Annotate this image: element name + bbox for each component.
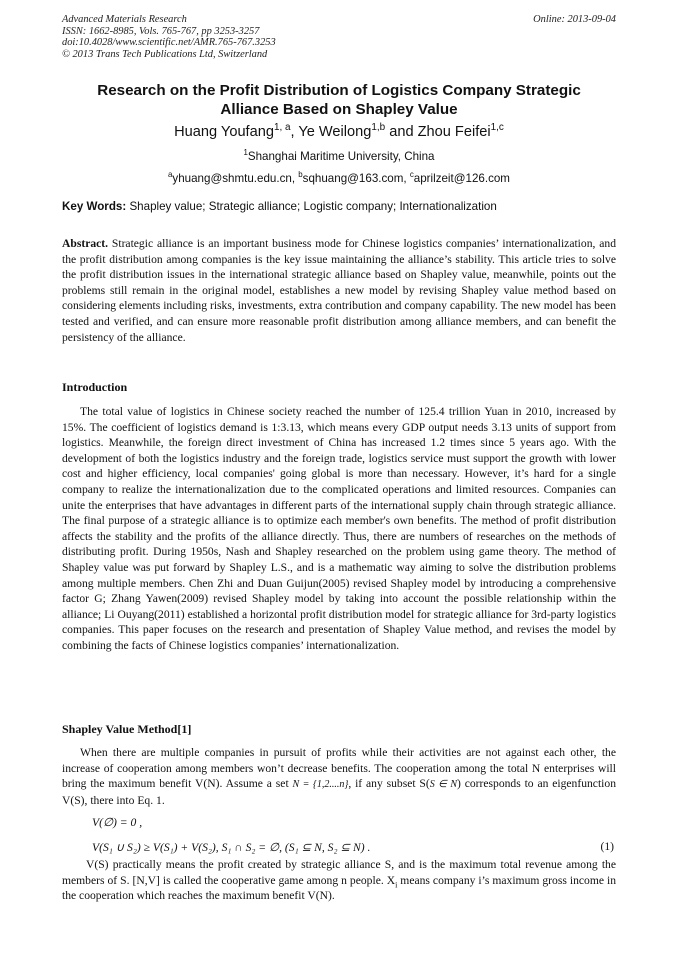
author-2: , Ye Weilong bbox=[290, 124, 372, 140]
author-3: and Zhou Feifei bbox=[385, 124, 491, 140]
title-line-1: Research on the Profit Distribution of Logistics Company Strategic bbox=[97, 82, 581, 99]
email-a: yhuang@shmtu.edu.cn, bbox=[172, 172, 299, 185]
journal-name: Advanced Materials Research bbox=[62, 14, 187, 25]
email-c-sup: c bbox=[409, 170, 414, 180]
online-date: Online: 2013-09-04 bbox=[533, 14, 616, 25]
shapley-paragraph bbox=[62, 745, 616, 808]
title-line-2: Alliance Based on Shapley Value bbox=[220, 100, 458, 118]
email-a-sup: a bbox=[168, 170, 173, 180]
affiliation-sup: 1 bbox=[243, 148, 248, 158]
cooperative-game-paragraph bbox=[62, 857, 616, 904]
author-3-sup: 1,c bbox=[490, 122, 504, 134]
email-b: sqhuang@163.com, bbox=[302, 172, 410, 185]
affiliation bbox=[62, 150, 616, 163]
affiliation-text: Shanghai Maritime University, China bbox=[247, 150, 435, 163]
shapley-text-3: ) corresponds to an eigenfunction V(S), there into Eq. 1. bbox=[62, 777, 616, 807]
shapley-heading: Shapley Value Method[1] bbox=[62, 722, 192, 736]
after-text-1: V(S) practically means the profit created by strategic alliance S, and is the maximum total revenue among the members of S. [N,V] is called the cooperative game among n people. X bbox=[62, 858, 616, 887]
keywords-text: Shapley value; Strategic alliance; Logistic company; Internationalization bbox=[126, 200, 497, 213]
doi-line: doi:10.4028/www.scientific.net/AMR.765-767.3253 bbox=[62, 37, 276, 49]
paper-title bbox=[62, 82, 616, 119]
introduction-heading: Introduction bbox=[62, 380, 128, 394]
subset-definition: S ∈ N bbox=[429, 779, 458, 791]
abstract-text: Strategic alliance is an important business mode for Chinese logistics companies’ internationalization, and the profit distribution among companies is the key issue maintaining the alliance’s stability. This article tries to solve the profit distribution issues in the international strategic alliance based on Shapley value, meanwhile, points out the problems still remain in the original model, establishes a new model by revising Shapley value method based on considering elements including risks, investments, extra contribution and company capability. The new model has been tested and verified, and can ensure more reasonable profit distribution among alliance members, and can benefit the persistency of the alliance. bbox=[62, 237, 616, 344]
abstract-label: Abstract. bbox=[62, 237, 109, 250]
equation-number: (1) bbox=[600, 840, 614, 853]
email-b-sup: b bbox=[298, 170, 303, 180]
email-c: aprilzeit@126.com bbox=[413, 172, 510, 185]
equation-empty-set: V(∅) = 0 , bbox=[92, 816, 143, 829]
journal-header bbox=[62, 14, 276, 60]
introduction-paragraph: The total value of logistics in Chinese society reached the number of 125.4 trillion Yuan in 2010, increased by 15%. The coefficient of logistics demand is 1:3.13, which means every GDP output needs 3.13 units of support from logistics. Meanwhile, the foreign direct investment of China has increased 1.2 times since 5 years ago. With the development of both the logistics industry and the foreign trade, logistics service must support the growth with lower cost and higher efficiency, local companies' going global is more than necessary. However, it’s hard for a single company to realize the internationalization due to the complicated operations and limited resources. Companies can unite the enterprises that have advantages in different parts of the international supply chain through strategic alliance. The final purpose of a strategic alliance is to optimize each member's own benefits. The method of profit distribution affects the stability and the profits of the alliance directly. Thus, there are numbers of researches on the methods of distributing profit. During 1950s, Nash and Shapley researched on the problem using game theory. The method of Shapley value was put forward by Shapley L.S., and is a mathematic way aiming to solve the distribution problems among multiple members. Chen Zhi and Duan Guijun(2005) revised Shapley model by introducing a comprehensive factor G; Zhang Yawen(2009) revised Shapley model by taking into account the possible relationship within the alliance; Li Ouyang(2011) established a horizontal profit distribution model for strategic alliance for 3rd-party logistics companies. This paper focuses on the research and presentation of Shapley Value method, and revises the model by combining the facts of Chinese logistics companies’ internationalization. bbox=[62, 405, 616, 652]
shapley-text-1: When there are multiple companies in pursuit of profits while their activities are not against each other, the increase of cooperation among members won’t decrease benefits. The cooperation among the total N enterprises will bring the maximum benefit V(N). Assume a set bbox=[62, 746, 616, 791]
author-2-sup: 1,b bbox=[371, 122, 386, 134]
shapley-text-2: , if any subset S( bbox=[348, 777, 430, 791]
keywords-label: Key Words: bbox=[62, 200, 127, 213]
after-text-2: means company i’s maximum gross income in the cooperation which reaches the maximum benefit V(N). bbox=[62, 873, 616, 903]
email-list bbox=[62, 172, 616, 185]
copyright-line: © 2013 Trans Tech Publications Ltd, Switzerland bbox=[62, 48, 268, 60]
set-definition: N = {1,2....n} bbox=[292, 779, 349, 791]
author-list bbox=[62, 124, 616, 140]
x-subscript: i bbox=[395, 879, 398, 889]
abstract bbox=[62, 236, 616, 345]
author-1: Huang Youfang bbox=[174, 124, 274, 140]
author-1-sup: 1, a bbox=[273, 122, 291, 134]
keywords bbox=[62, 200, 616, 213]
equation-superadditivity: V(S₁ ∪ S₂) ≥ V(S₁) + V(S₂), S₁ ∩ S₂ = ∅, (S₁ ⊆ N, S₂ ⊆ N) . bbox=[92, 841, 371, 854]
issn-line: ISSN: 1662-8985, Vols. 765-767, pp 3253-3257 bbox=[62, 25, 260, 37]
